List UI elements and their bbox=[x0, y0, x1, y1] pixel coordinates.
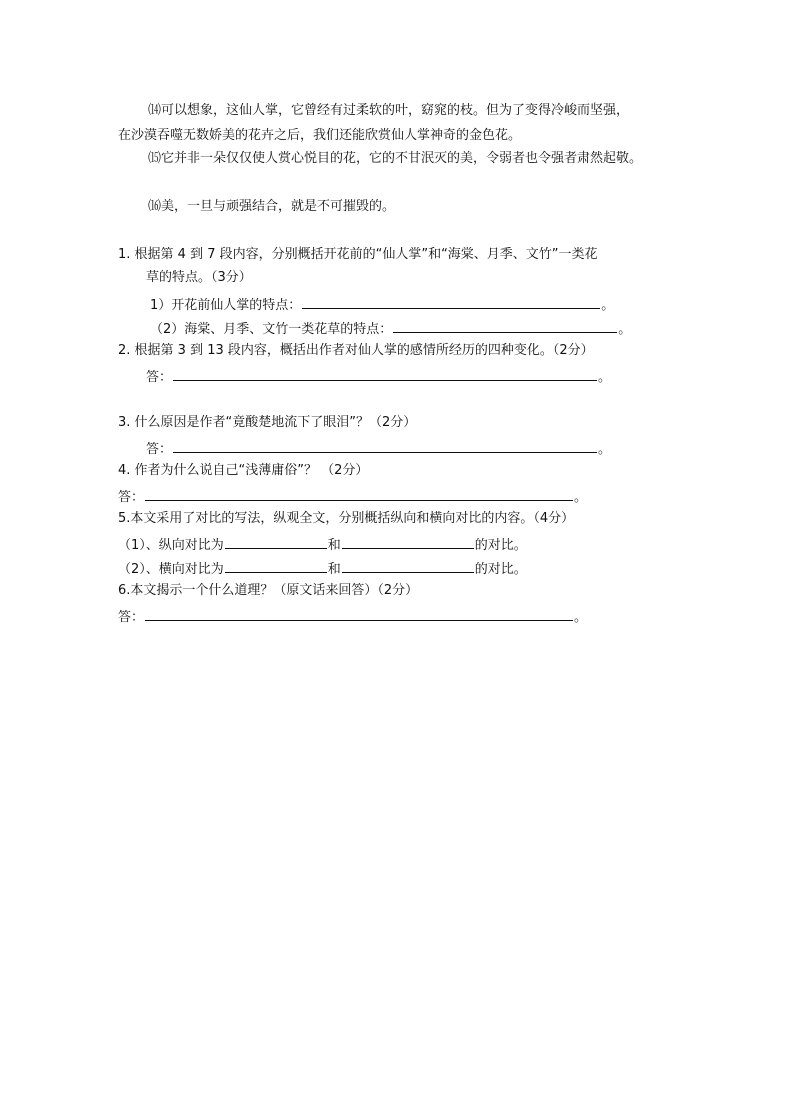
question-5-part-2 bbox=[118, 556, 527, 581]
question-6: 6.本文揭示一个什么道理？（原文话来回答）（2分） bbox=[118, 583, 419, 598]
question-1-part-2-label: （2）海棠、月季、文竹一类花草的特点： bbox=[150, 322, 393, 337]
period: 。 bbox=[618, 322, 632, 337]
period: 。 bbox=[601, 298, 615, 313]
answer-blank-q5-a-1[interactable] bbox=[225, 532, 327, 549]
answer-blank-q6[interactable] bbox=[145, 604, 573, 621]
answer-label: 答： bbox=[146, 442, 173, 457]
question-4-answer bbox=[118, 484, 587, 509]
question-3-answer bbox=[146, 436, 611, 461]
question-1-line-2: 草的特点。（3分） bbox=[146, 270, 252, 285]
answer-label: 答： bbox=[118, 490, 145, 505]
answer-blank-q3[interactable] bbox=[173, 436, 597, 453]
paragraph-15: ⒂它并非一朵仅仅使人赏心悦目的花，它的不甘泯灭的美，令弱者也令强者肃然起敬。 bbox=[148, 151, 643, 166]
answer-blank-q5-b-1[interactable] bbox=[225, 556, 327, 573]
period: 。 bbox=[598, 442, 612, 457]
question-5-part-1 bbox=[118, 532, 527, 557]
question-1-part-1 bbox=[150, 292, 614, 317]
question-1-part-1-label: 1）开花前仙人掌的特点： bbox=[150, 298, 302, 313]
answer-blank-q1-a[interactable] bbox=[302, 292, 600, 309]
answer-blank-q2[interactable] bbox=[173, 364, 597, 381]
question-5-part-1-label: （1）、纵向对比为 bbox=[118, 538, 224, 553]
period: 。 bbox=[574, 610, 588, 625]
paragraph-14-line-1: ⒁可以想象，这仙人掌，它曾经有过柔软的叶，窈窕的枝。但为了变得冷峻而坚强， bbox=[148, 103, 630, 118]
contrast-end-label: 的对比。 bbox=[474, 538, 527, 553]
question-1-part-2 bbox=[150, 316, 631, 341]
answer-blank-q5-a-2[interactable] bbox=[342, 532, 474, 549]
question-6-answer bbox=[118, 604, 587, 629]
question-2-answer bbox=[146, 364, 611, 389]
period: 。 bbox=[598, 370, 612, 385]
question-2: 2. 根据第 3 到 13 段内容，概括出作者对仙人掌的感情所经历的四种变化。（2分） bbox=[118, 343, 594, 358]
paragraph-14-line-2: 在沙漠吞噬无数娇美的花卉之后，我们还能欣赏仙人掌神奇的金色花。 bbox=[118, 128, 522, 143]
answer-label: 答： bbox=[146, 370, 173, 385]
answer-blank-q4[interactable] bbox=[145, 484, 573, 501]
contrast-end-label: 的对比。 bbox=[474, 562, 527, 577]
question-3: 3. 什么原因是作者“竟酸楚地流下了眼泪”？（2分） bbox=[118, 415, 417, 430]
period: 。 bbox=[574, 490, 588, 505]
question-5-part-2-label: （2）、横向对比为 bbox=[118, 562, 224, 577]
and-label: 和 bbox=[327, 538, 341, 553]
question-5: 5.本文采用了对比的写法，纵观全文，分别概括纵向和横向对比的内容。（4分） bbox=[118, 511, 575, 526]
answer-label: 答： bbox=[118, 610, 145, 625]
paragraph-16: ⒃美，一旦与顽强结合，就是不可摧毁的。 bbox=[148, 199, 396, 214]
question-1-line-1: 1. 根据第 4 到 7 段内容，分别概括开花前的“仙人掌”和“海棠、月季、文竹”一类花 bbox=[118, 247, 598, 262]
answer-blank-q1-b[interactable] bbox=[393, 316, 617, 333]
question-4: 4. 作者为什么说自己“浅薄庸俗”？ （2分） bbox=[118, 463, 369, 478]
answer-blank-q5-b-2[interactable] bbox=[342, 556, 474, 573]
and-label: 和 bbox=[327, 562, 341, 577]
